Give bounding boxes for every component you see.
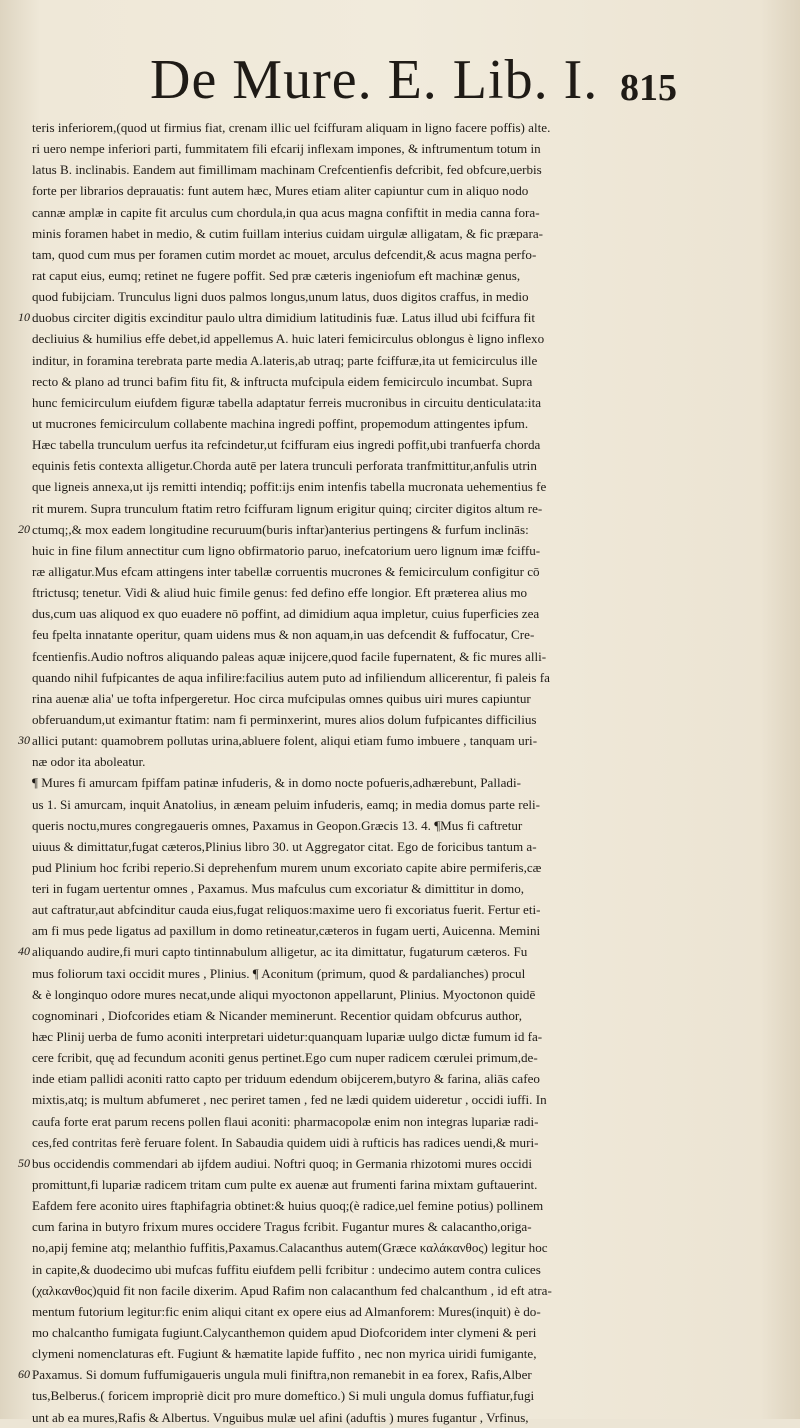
line-text: ut mucrones femicirculum collabente machina ingredi poffint, propemodum attingentes ipfum.: [32, 415, 529, 431]
text-line: [32, 498, 682, 519]
line-text: forte per librarios deprauatis: funt autem hæc, Mures etiam aliter capiuntur cum in aliquo nodo: [32, 183, 529, 199]
text-line: [32, 1407, 682, 1428]
line-text: rat caput eius, eumq; retinet ne fugere poffit. Sed præ cæteris ingeniofum eft machinæ genus,: [32, 267, 521, 283]
text-body: [18, 117, 682, 1428]
text-line: [32, 434, 682, 455]
text-line: [32, 540, 682, 561]
line-number: 10: [18, 310, 30, 325]
text-line: [32, 180, 682, 201]
text-line: [32, 561, 682, 582]
line-text: mentum futorium legitur:fic enim aliqui citant ex opere eius ad Almanforem: Mures(inquit) è do-: [32, 1303, 541, 1319]
line-text: aut caftratur,aut abfcinditur cauda eius,fugat reliquos:maxime uero fi excoriatus fuerit. Fertur eti-: [32, 902, 541, 918]
line-text: feu fpelta innatante operitur, quam uidens mus & non aquam,in uas defcendit & fuffocatur, Cre-: [32, 627, 535, 643]
line-text: rina auenæ alia' ue tofta infpergeretur. Hoc circa mufcipulas omnes quibus uiri mures capiuntur: [32, 690, 531, 706]
text-line: [32, 1301, 682, 1322]
line-text: us 1. Si amurcam, inquit Anatolius, in æneam peluim infuderis, eamq; in media domus parte reli-: [32, 796, 541, 812]
page-number: 815: [620, 67, 677, 109]
text-line: [32, 984, 682, 1005]
text-line: [32, 1216, 682, 1237]
text-line: [32, 1237, 682, 1258]
line-number: 60: [18, 1367, 30, 1382]
text-line: [32, 244, 682, 265]
text-line: [32, 413, 682, 434]
line-text: ræ alligatur.Mus efcam attingens inter tabellæ corruentis mucrones & femicirculum configitur cō: [32, 563, 540, 579]
line-text: ¶ Mures fi amurcam fpiffam patinæ infuderis, & in domo nocte pofueris,adhærebunt, Palladi-: [32, 775, 521, 791]
text-line: [32, 794, 682, 815]
text-line: [32, 476, 682, 497]
text-line: [18, 730, 682, 751]
text-line: [32, 1026, 682, 1047]
text-line: [32, 1111, 682, 1132]
line-text: recto & plano ad trunci bafim fitu fit, & inftructa mufcipula eidem femicirculo incumbat. Supra: [32, 373, 533, 389]
text-line: [32, 1174, 682, 1195]
line-text: tus,Belberus.( foricem impropriè dicit pro mure domeftico.) Si muli ungula domus fuffiatur,fugi: [32, 1388, 535, 1404]
text-line: [32, 963, 682, 984]
line-text: ri uero nempe inferiori parti, fummitatem fili efcarij inflexam impones, & inftrumentum totum in: [32, 141, 541, 157]
line-text: in capite,& duodecimo ubi mufcas fuffitu eiufdem pelli fcribitur : undecimo autem contra culices: [32, 1261, 541, 1277]
line-text: (χαλκανθος)quid fit non facile dixerim. Apud Rafim non calacanthum fed chalcanthum , id eft atra-: [32, 1282, 552, 1298]
text-line: [32, 878, 682, 899]
text-line: [32, 582, 682, 603]
line-text: Hæc tabella trunculum uerfus ita refcindetur,ut fciffuram eius ingredi poffit,ubi tranfuerfa chorda: [32, 437, 541, 453]
running-header: [150, 48, 710, 118]
line-text: no,apij femine atq; melanthio fuffitis,Paxamus.Calacanthus autem(Græce καλάκανθος) legitur hoc: [32, 1240, 548, 1256]
line-number: 40: [18, 944, 30, 959]
text-line: [32, 751, 682, 772]
text-line: [32, 603, 682, 624]
line-text: tam, quod cum mus per foramen cutim mordet ac mouet, arculus defcendit,& acus magna perfo-: [32, 246, 537, 262]
line-text: cannæ amplæ in capite fit arculus cum chordula,in qua acus magna confiftit in media canna fora-: [32, 204, 540, 220]
line-text: promittunt,fi lupariæ radicem tritam cum pulte ex auenæ aut frumenti farina mixtam guftauerint.: [32, 1177, 538, 1193]
line-text: queris noctu,mures congregaueris omnes, Paxamus in Geopon.Græcis 13. 4. ¶Mus fi caftretur: [32, 817, 523, 833]
text-line: [32, 1343, 682, 1364]
line-text: clymeni nomenclaturas eft. Fugiunt & hæmatite lapide fuffito , nec non myrica uiridi fumigante,: [32, 1346, 537, 1362]
line-text: latus B. inclinabis. Eandem aut fimillimam machinam Crefcentienfis defcribit, fed obfcure,uerbis: [32, 162, 542, 178]
text-line: [32, 1385, 682, 1406]
line-text: huic in fine filum annectitur cum ligno obfirmatorio paruo, inefcatorium uero lignum imæ fciffu-: [32, 542, 541, 558]
text-line: [32, 920, 682, 941]
line-text: inde etiam pallidi aconiti ratto capto per triduum edendum obijcerem,butyro & farina, aliās cafeo: [32, 1071, 540, 1087]
text-line: [32, 328, 682, 349]
text-line: [32, 202, 682, 223]
line-text: teri in fugam uertentur omnes , Paxamus. Mus mafculus cum excoriatur & dimittitur in domo,: [32, 881, 525, 897]
text-line: [32, 857, 682, 878]
text-line: [32, 1047, 682, 1068]
line-text: cognominari , Diofcorides etiam & Nicander meminerunt. Recentior quidam obfcurus author,: [32, 1007, 522, 1023]
line-text: Eafdem fere aconito uires ftaphifagria obtinet:& huius quoq;(è radice,uel femine potius) pollinem: [32, 1198, 544, 1214]
line-text: ces,fed contritas ferè feruare folent. In Sabaudia quidem uidi à rufticis has radices uendi,& muri-: [32, 1134, 539, 1150]
line-text: obferuandum,ut eximantur ftatim: nam fi perminxerint, mures alios dolum fufpicantes difficilius: [32, 711, 537, 727]
text-line: [18, 519, 682, 540]
line-text: cum farina in butyro frixum mures occidere Tragus fcribit. Fugantur mures & calacantho,origa-: [32, 1219, 532, 1235]
text-line: [32, 1132, 682, 1153]
text-line: [32, 772, 682, 793]
text-line: [32, 667, 682, 688]
text-line: [32, 117, 682, 138]
text-line: [18, 941, 682, 962]
line-text: Paxamus. Si domum fuffumigaueris ungula muli finiftra,non remanebit in ea forex, Rafis,Alber: [32, 1367, 532, 1383]
line-text: quod fubijciam. Trunculus ligni duos palmos longus,unum latus, duos digitos craffus, in medio: [32, 289, 529, 305]
text-line: [32, 265, 682, 286]
line-text: & è longinquo odore mures necat,unde aliqui myoctonon appellarunt, Plinius. Myoctonon quidē: [32, 986, 536, 1002]
line-text: rit murem. Supra trunculum ftatim retro fciffuram lignum erigitur quinq; circiter digitos altum re-: [32, 500, 543, 516]
line-text: quando nihil fufpicantes de aqua infilire:facilius autem puto ad infiliendum allicerentur, fi paleis fa: [32, 669, 550, 685]
line-text: inditur, in foramina terebrata parte media A.lateris,ab utraq; parte fciffuræ,ita ut femicirculus ille: [32, 352, 538, 368]
text-line: [32, 1068, 682, 1089]
text-line: [32, 1280, 682, 1301]
line-text: allici putant: quamobrem pollutas urina,abluere folent, aliqui etiam fumo imbuere , tanquam uri-: [32, 733, 538, 749]
text-line: [32, 815, 682, 836]
line-text: bus occidendis commendari ab ijfdem audiui. Noftri quoq; in Germania rhizotomi mures occidi: [32, 1155, 532, 1171]
line-text: ctumq;,& mox eadem longitudine recuruum(buris inftar)anterius pertingens & furfum inclinās:: [32, 521, 529, 537]
text-line: [32, 836, 682, 857]
text-line: [32, 159, 682, 180]
text-line: [32, 286, 682, 307]
line-number: 30: [18, 733, 30, 748]
line-text: mus foliorum taxi occidit mures , Plinius. ¶ Aconitum (primum, quod & pardalianches) procul: [32, 965, 526, 981]
text-line: [32, 899, 682, 920]
line-text: unt ab ea mures,Rafis & Albertus. Vnguibus mulæ uel afini (aduftis ) mures fugantur , Vrfinus,: [32, 1409, 529, 1425]
line-text: am fi mus pede ligatus ad paxillum in domo retineatur,cæteros in fugam uerti, Auicenna. Memini: [32, 923, 541, 939]
text-line: [32, 392, 682, 413]
line-text: fcentienfis.Audio noftros aliquando paleas aquæ inijcere,quod facile fupernatent, & fic mures alli-: [32, 648, 547, 664]
text-line: [32, 688, 682, 709]
line-text: caufa forte erat parum recens pollen flaui aconiti: pharmacopolæ enim non integras lupariæ radi-: [32, 1113, 539, 1129]
line-text: dus,cum uas aliquod ex quo euadere nō poffint, ad dimidium aqua impletur, cuius fuperficies zea: [32, 606, 540, 622]
text-line: [32, 1005, 682, 1026]
text-line: [32, 455, 682, 476]
line-number: 20: [18, 521, 30, 536]
text-line: [32, 350, 682, 371]
line-text: mo chalcantho fumigata fugiunt.Calycanthemon quidem apud Diofcoridem inter clymeni & peri: [32, 1325, 537, 1341]
text-line: [18, 307, 682, 328]
line-text: hunc femicirculum eiufdem figuræ tabella adaptatur ferreis mucronibus in circuitu denticulata:ita: [32, 394, 542, 410]
text-line: [32, 624, 682, 645]
text-line: [32, 1322, 682, 1343]
line-text: mixtis,atq; is multum abfumeret , nec periret tamen , fed ne lædi quidem uideretur , occidi iuffi. In: [32, 1092, 547, 1108]
text-line: [18, 1364, 682, 1385]
line-text: hæc Plinij uerba de fumo aconiti interpretari uidetur:quanquam lupariæ uulgo dictæ fumum id fa-: [32, 1029, 543, 1045]
text-line: [32, 138, 682, 159]
line-number: 50: [18, 1155, 30, 1170]
text-line: [18, 1153, 682, 1174]
line-text: equinis fetis contexta alligetur.Chorda autē per latera trunculi perforata tranfmittitur,anfulis utrin: [32, 458, 537, 474]
line-text: uiuus & dimittatur,fugat cæteros,Plinius libro 30. ut Aggregator citat. Ego de foricibus tantum a-: [32, 838, 537, 854]
line-text: teris inferiorem,(quod ut firmius fiat, crenam illic uel fciffuram aliquam in ligno facere poffis) alte.: [32, 120, 551, 135]
line-text: decliuius & humilius effe debet,id appellemus A. huic lateri femicirculus oblongus è ligno inflexo: [32, 331, 545, 347]
line-text: minis foramen habet in medio, & cutim fuillam interius cuidam uirgulæ alligatam, & fic præpara-: [32, 225, 544, 241]
text-line: [32, 646, 682, 667]
line-text: duobus circiter digitis excinditur paulo ultra dimidium latitudinis fuæ. Latus illud ubi fciffura fit: [32, 310, 536, 326]
line-text: que ligneis annexa,ut ijs remitti intendiq; poffit:ijs enim intenfis tabella mucronata uehementius fe: [32, 479, 547, 495]
line-text: næ odor ita aboleatur.: [32, 754, 146, 770]
text-line: [32, 1089, 682, 1110]
text-line: [32, 1259, 682, 1280]
text-line: [32, 1195, 682, 1216]
text-line: [32, 709, 682, 730]
line-text: pud Plinium hoc fcribi reperio.Si deprehenfum murem unum excoriato capite abire permiferis,cæ: [32, 859, 542, 875]
line-text: ftrictusq; tenetur. Vidi & aliud huic fimile genus: fed defino effe longior. Eft præterea alius mo: [32, 585, 528, 601]
line-text: aliquando audire,fi muri capto tintinnabulum alligetur, ac ita dimittatur, fugaturum cæteros. Fu: [32, 944, 528, 960]
text-line: [32, 371, 682, 392]
line-text: cere fcribit, quę ad fecundum aconiti genus pertinet.Ego cum nuper radicem cœrulei primum,de-: [32, 1050, 538, 1066]
text-line: [32, 223, 682, 244]
running-title: De Mure. E. Lib. I.: [150, 49, 599, 111]
